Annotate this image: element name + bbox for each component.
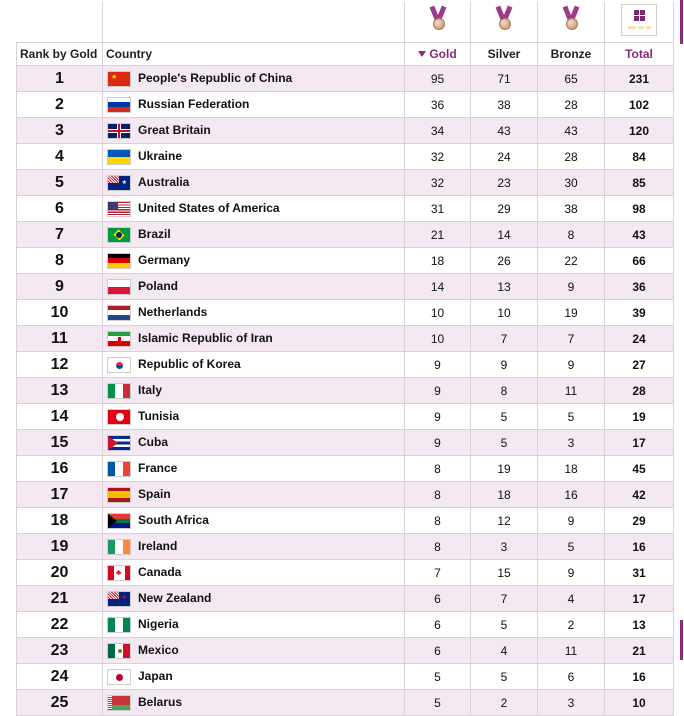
flag-icon [107, 487, 131, 503]
table-row[interactable] [17, 560, 674, 586]
total-cell: 120 [605, 118, 674, 144]
table-row[interactable] [17, 196, 674, 222]
rank-cell: 18 [17, 508, 103, 534]
country-name: Australia [138, 174, 190, 189]
header-bronze[interactable]: Bronze [538, 43, 605, 66]
country-name: Mexico [138, 642, 179, 657]
country-cell[interactable] [103, 118, 405, 144]
total-cell: 45 [605, 456, 674, 482]
country-name: Ireland [138, 538, 178, 553]
country-name: Brazil [138, 226, 171, 241]
header-gold-label: Gold [429, 47, 457, 61]
total-cell: 13 [605, 612, 674, 638]
silver-cell: 7 [471, 326, 538, 352]
bronze-cell: 7 [538, 326, 605, 352]
bronze-cell: 43 [538, 118, 605, 144]
rank-cell: 17 [17, 482, 103, 508]
gold-cell: 8 [405, 534, 471, 560]
rank-cell: 3 [17, 118, 103, 144]
rank-cell: 2 [17, 92, 103, 118]
flag-icon [107, 461, 131, 477]
bronze-cell: 9 [538, 352, 605, 378]
flag-icon [107, 201, 131, 217]
silver-cell: 8 [471, 378, 538, 404]
country-name: Tunisia [138, 408, 180, 423]
silver-cell: 9 [471, 352, 538, 378]
bronze-cell: 5 [538, 534, 605, 560]
flag-icon: ★ [107, 175, 131, 191]
country-name: Belarus [138, 694, 183, 709]
country-cell[interactable] [103, 248, 405, 274]
country-name: Canada [138, 564, 182, 579]
bronze-cell: 5 [538, 404, 605, 430]
gold-cell: 32 [405, 144, 471, 170]
rank-cell: 5 [17, 170, 103, 196]
rank-cell: 9 [17, 274, 103, 300]
country-name: Cuba [138, 434, 168, 449]
silver-cell: 4 [471, 638, 538, 664]
gold-cell: 31 [405, 196, 471, 222]
flag-icon [107, 357, 131, 373]
total-cell: 21 [605, 638, 674, 664]
silver-cell: 71 [471, 66, 538, 92]
rank-cell: 20 [17, 560, 103, 586]
country-name: Great Britain [138, 122, 211, 137]
bronze-cell: 18 [538, 456, 605, 482]
gold-medal-icon [427, 6, 449, 34]
bronze-cell: 9 [538, 560, 605, 586]
country-cell[interactable] [103, 170, 405, 196]
table-row[interactable] [17, 638, 674, 664]
gold-cell: 9 [405, 404, 471, 430]
table-row[interactable] [17, 248, 674, 274]
silver-cell: 7 [471, 586, 538, 612]
country-cell[interactable] [103, 404, 405, 430]
table-row[interactable] [17, 300, 674, 326]
country-name: Japan [138, 668, 173, 683]
total-cell: 66 [605, 248, 674, 274]
flag-icon [107, 617, 131, 633]
bronze-cell: 3 [538, 430, 605, 456]
gold-cell: 5 [405, 690, 471, 716]
silver-cell: 26 [471, 248, 538, 274]
silver-icon-cell [471, 2, 538, 43]
bronze-cell: 19 [538, 300, 605, 326]
silver-cell: 3 [471, 534, 538, 560]
rank-cell: 14 [17, 404, 103, 430]
bronze-cell: 22 [538, 248, 605, 274]
country-cell[interactable] [103, 690, 405, 716]
header-rank[interactable]: Rank by Gold [17, 43, 103, 66]
total-cell: 29 [605, 508, 674, 534]
flag-icon [107, 279, 131, 295]
bronze-cell: 11 [538, 638, 605, 664]
bronze-cell: 11 [538, 378, 605, 404]
gold-cell: 8 [405, 508, 471, 534]
flag-icon [107, 123, 131, 139]
flag-icon [107, 435, 131, 451]
gold-cell: 10 [405, 326, 471, 352]
country-name: Ukraine [138, 148, 183, 163]
bronze-cell: 30 [538, 170, 605, 196]
bronze-cell: 38 [538, 196, 605, 222]
rank-cell: 16 [17, 456, 103, 482]
gold-cell: 9 [405, 378, 471, 404]
country-cell[interactable] [103, 92, 405, 118]
flag-icon: ♣ [107, 565, 131, 581]
total-cell: 17 [605, 586, 674, 612]
flag-icon [107, 383, 131, 399]
flag-icon [107, 669, 131, 685]
country-cell[interactable] [103, 508, 405, 534]
total-cell: 27 [605, 352, 674, 378]
silver-cell: 2 [471, 690, 538, 716]
gold-icon-cell [405, 2, 471, 43]
flag-icon [107, 513, 131, 529]
total-cell: 102 [605, 92, 674, 118]
country-name: Italy [138, 382, 163, 397]
header-total[interactable]: Total [605, 43, 674, 66]
rank-cell: 8 [17, 248, 103, 274]
silver-cell: 10 [471, 300, 538, 326]
header-silver[interactable]: Silver [471, 43, 538, 66]
flag-icon [107, 409, 131, 425]
flag-icon [107, 149, 131, 165]
rank-cell: 6 [17, 196, 103, 222]
total-grid-icon [621, 4, 657, 36]
bronze-icon-cell [538, 2, 605, 43]
gold-cell: 5 [405, 664, 471, 690]
country-cell[interactable] [103, 222, 405, 248]
header-gold[interactable] [405, 43, 471, 66]
total-cell: 85 [605, 170, 674, 196]
country-name: Spain [138, 486, 171, 501]
country-name: United States of America [138, 200, 280, 215]
table-row[interactable] [17, 664, 674, 690]
bronze-cell: 9 [538, 508, 605, 534]
silver-medal-icon [493, 6, 515, 34]
bronze-cell: 28 [538, 144, 605, 170]
bronze-cell: 16 [538, 482, 605, 508]
total-cell: 231 [605, 66, 674, 92]
silver-cell: 18 [471, 482, 538, 508]
silver-cell: 43 [471, 118, 538, 144]
table-row[interactable] [17, 170, 674, 196]
flag-icon [107, 253, 131, 269]
flag-icon [107, 97, 131, 113]
gold-cell: 34 [405, 118, 471, 144]
gold-cell: 21 [405, 222, 471, 248]
country-name: Russian Federation [138, 96, 250, 111]
medal-table-body [17, 66, 674, 716]
country-name: France [138, 460, 178, 475]
total-cell: 24 [605, 326, 674, 352]
total-cell: 84 [605, 144, 674, 170]
flag-icon: ★ [107, 71, 131, 87]
table-row[interactable] [17, 482, 674, 508]
country-name: People's Republic of China [138, 70, 293, 85]
gold-cell: 7 [405, 560, 471, 586]
icon-header-row [17, 2, 674, 43]
rank-cell: 7 [17, 222, 103, 248]
gold-cell: 18 [405, 248, 471, 274]
sort-desc-icon [418, 51, 426, 57]
table-row[interactable] [17, 92, 674, 118]
country-name: South Africa [138, 512, 209, 527]
rank-cell: 4 [17, 144, 103, 170]
silver-cell: 19 [471, 456, 538, 482]
total-cell: 28 [605, 378, 674, 404]
country-cell[interactable] [103, 352, 405, 378]
total-cell: 36 [605, 274, 674, 300]
table-row[interactable] [17, 274, 674, 300]
scroll-indicator-top [680, 0, 683, 44]
country-cell[interactable] [103, 560, 405, 586]
silver-cell: 38 [471, 92, 538, 118]
rank-cell: 15 [17, 430, 103, 456]
medal-table-container [16, 2, 673, 716]
silver-cell: 13 [471, 274, 538, 300]
gold-cell: 95 [405, 66, 471, 92]
rank-cell: 25 [17, 690, 103, 716]
rank-cell: 11 [17, 326, 103, 352]
scroll-indicator-bottom [680, 620, 683, 660]
table-row[interactable] [17, 404, 674, 430]
icon-cell-empty [17, 2, 103, 43]
rank-cell: 10 [17, 300, 103, 326]
table-row[interactable] [17, 378, 674, 404]
rank-cell: 21 [17, 586, 103, 612]
medal-table [16, 2, 674, 716]
country-cell[interactable] [103, 430, 405, 456]
country-cell[interactable] [103, 326, 405, 352]
gold-cell: 8 [405, 456, 471, 482]
bronze-cell: 6 [538, 664, 605, 690]
silver-cell: 24 [471, 144, 538, 170]
country-cell[interactable] [103, 378, 405, 404]
total-cell: 31 [605, 560, 674, 586]
total-cell: 39 [605, 300, 674, 326]
table-row[interactable] [17, 690, 674, 716]
total-cell: 42 [605, 482, 674, 508]
silver-cell: 5 [471, 430, 538, 456]
table-row[interactable] [17, 456, 674, 482]
rank-cell: 24 [17, 664, 103, 690]
country-cell[interactable] [103, 638, 405, 664]
country-name: Germany [138, 252, 191, 267]
country-name: Nigeria [138, 616, 179, 631]
gold-cell: 9 [405, 352, 471, 378]
table-row[interactable] [17, 430, 674, 456]
bronze-cell: 2 [538, 612, 605, 638]
flag-icon [107, 227, 131, 243]
rank-cell: 12 [17, 352, 103, 378]
silver-cell: 29 [471, 196, 538, 222]
country-cell[interactable] [103, 144, 405, 170]
table-row[interactable] [17, 118, 674, 144]
total-icon-cell [605, 2, 674, 43]
country-name: New Zealand [138, 590, 212, 605]
silver-cell: 12 [471, 508, 538, 534]
country-cell[interactable] [103, 66, 405, 92]
total-cell: 17 [605, 430, 674, 456]
country-cell[interactable] [103, 300, 405, 326]
flag-icon [107, 643, 131, 659]
flag-icon [107, 331, 131, 347]
country-name: Islamic Republic of Iran [138, 330, 273, 345]
country-cell[interactable] [103, 274, 405, 300]
table-row[interactable] [17, 326, 674, 352]
gold-cell: 6 [405, 586, 471, 612]
total-cell: 10 [605, 690, 674, 716]
total-cell: 98 [605, 196, 674, 222]
country-cell[interactable] [103, 586, 405, 612]
table-row[interactable] [17, 508, 674, 534]
flag-icon [107, 695, 131, 711]
table-row[interactable] [17, 534, 674, 560]
country-name: Republic of Korea [138, 356, 241, 371]
gold-cell: 6 [405, 638, 471, 664]
total-cell: 16 [605, 664, 674, 690]
gold-cell: 14 [405, 274, 471, 300]
flag-icon: ★ [107, 591, 131, 607]
silver-cell: 5 [471, 664, 538, 690]
bronze-cell: 28 [538, 92, 605, 118]
rank-cell: 19 [17, 534, 103, 560]
gold-cell: 9 [405, 430, 471, 456]
gold-cell: 32 [405, 170, 471, 196]
country-cell[interactable] [103, 612, 405, 638]
table-row[interactable] [17, 612, 674, 638]
gold-cell: 8 [405, 482, 471, 508]
rank-cell: 1 [17, 66, 103, 92]
country-name: Poland [138, 278, 179, 293]
bronze-cell: 4 [538, 586, 605, 612]
flag-icon [107, 305, 131, 321]
table-row[interactable] [17, 222, 674, 248]
silver-cell: 15 [471, 560, 538, 586]
silver-cell: 23 [471, 170, 538, 196]
table-row[interactable] [17, 586, 674, 612]
bronze-cell: 65 [538, 66, 605, 92]
gold-cell: 10 [405, 300, 471, 326]
silver-cell: 5 [471, 612, 538, 638]
country-name: Netherlands [138, 304, 208, 319]
table-row[interactable] [17, 144, 674, 170]
silver-cell: 14 [471, 222, 538, 248]
country-cell[interactable] [103, 196, 405, 222]
rank-cell: 13 [17, 378, 103, 404]
country-cell[interactable] [103, 534, 405, 560]
total-cell: 43 [605, 222, 674, 248]
silver-cell: 5 [471, 404, 538, 430]
icon-cell-empty [103, 2, 405, 43]
country-cell[interactable] [103, 456, 405, 482]
country-cell[interactable] [103, 664, 405, 690]
gold-cell: 36 [405, 92, 471, 118]
bronze-cell: 8 [538, 222, 605, 248]
table-row[interactable] [17, 352, 674, 378]
bronze-cell: 3 [538, 690, 605, 716]
bronze-medal-icon [560, 6, 582, 34]
total-cell: 16 [605, 534, 674, 560]
bronze-cell: 9 [538, 274, 605, 300]
column-header-row [17, 43, 674, 66]
flag-icon [107, 539, 131, 555]
gold-cell: 6 [405, 612, 471, 638]
rank-cell: 23 [17, 638, 103, 664]
total-cell: 19 [605, 404, 674, 430]
rank-cell: 22 [17, 612, 103, 638]
country-cell[interactable] [103, 482, 405, 508]
header-country[interactable]: Country [103, 43, 405, 66]
table-row[interactable] [17, 66, 674, 92]
